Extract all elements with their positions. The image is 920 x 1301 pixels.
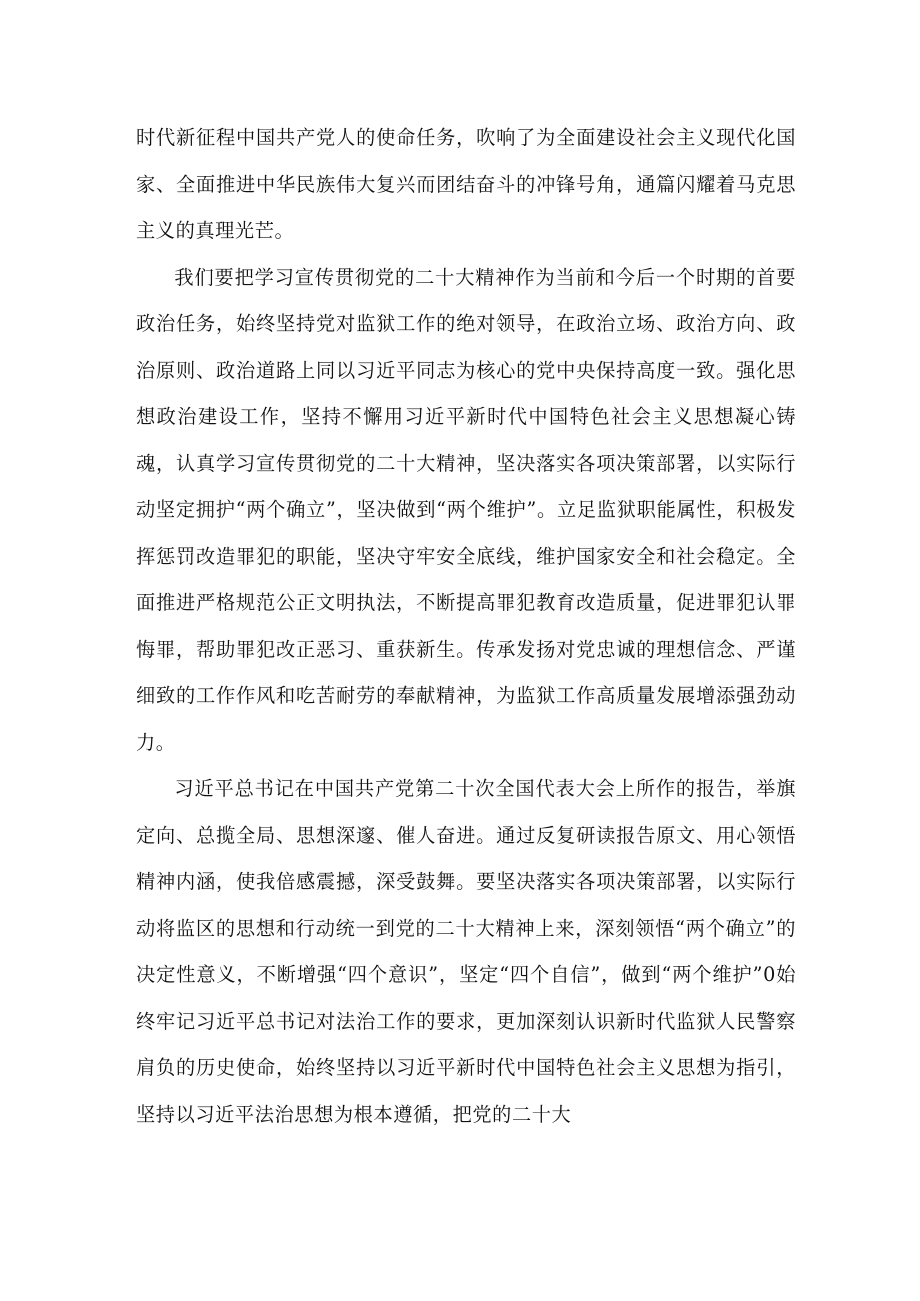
paragraph-1: 时代新征程中国共产党人的使命任务，吹响了为全面建设社会主义现代化国家、全面推进中华民族伟大复兴而团结奋斗的冲锋号角，通篇闪耀着马克思主义的真理光芒。: [136, 126, 796, 242]
paragraph-2: 我们要把学习宣传贯彻党的二十大精神作为当前和今后一个时期的首要政治任务，始终坚持党对监狱工作的绝对领导，在政治立场、政治方向、政治原则、政治道路上同以习近平同志为核心的党中央保持高度一致。强化思想政治建设工作，坚持不懈用习近平新时代中国特色社会主义思想凝心铸魂，认真学习宣传贯彻党的二十大精神，坚决落实各项决策部署，以实际行动坚定拥护“两个确立”，坚决做到“两个维护”。立足监狱职能属性，积极发挥惩罚改造罪犯的职能，坚决守牢安全底线，维护国家安全和社会稳定。全面推进严格规范公正文明执法，不断提高罪犯教育改造质量，促进罪犯认罪悔罪，帮助罪犯改正恶习、重获新生。传承发扬对党忠诚的理想信念、严谨细致的工作作风和吃苦耐劳的奉献精神，为监狱工作高质量发展增添强劲动力。: [136, 265, 796, 754]
paragraph-3: 习近平总书记在中国共产党第二十次全国代表大会上所作的报告，举旗定向、总揽全局、思想深邃、催人奋进。通过反复研读报告原文、用心领悟精神内涵，使我倍感震撼，深受鼓舞。要坚决落实各项决策部署，以实际行动将监区的思想和行动统一到党的二十大精神上来，深刻领悟“两个确立”的决定性意义，不断增强“四个意识”，坚定“四个自信”，做到“两个维护”0始终牢记习近平总书记对法治工作的要求，更加深刻认识新时代监狱人民警察肩负的历史使命，始终坚持以习近平新时代中国特色社会主义思想为指引，坚持以习近平法治思想为根本遵循，把党的二十大: [136, 777, 796, 1126]
document-body: [136, 115, 796, 1138]
